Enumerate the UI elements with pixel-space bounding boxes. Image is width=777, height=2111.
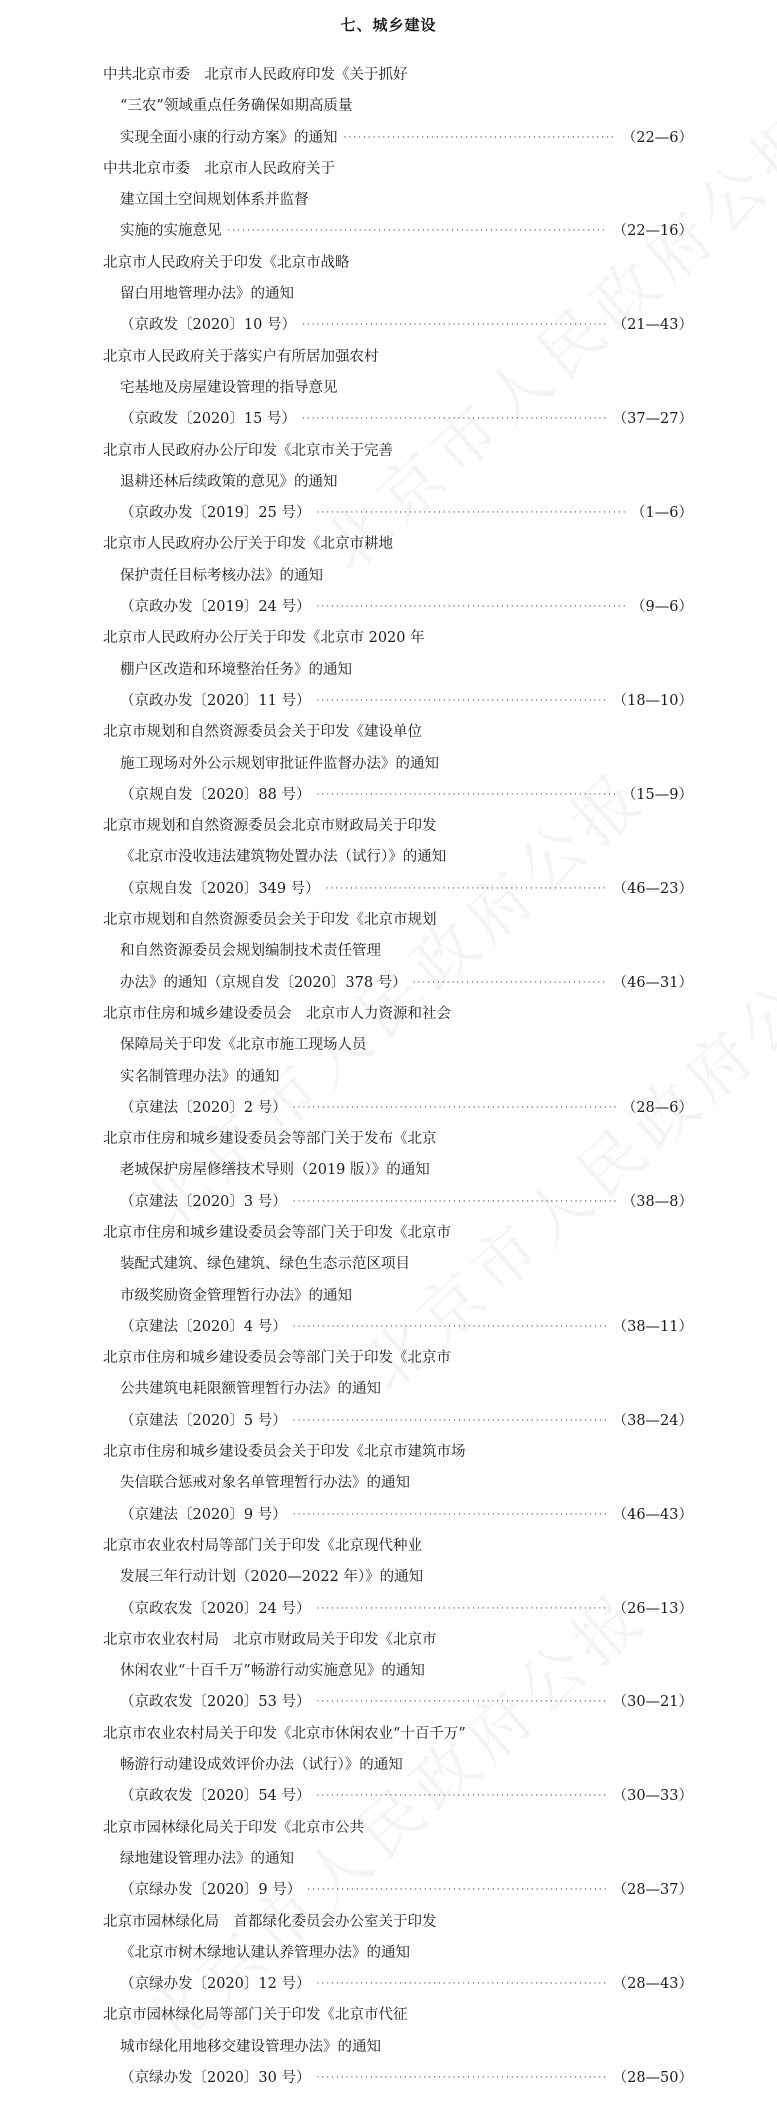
toc-entry: [0, 60, 777, 154]
issue-page-ref: （9—6）: [631, 599, 693, 616]
toc-entry-heading-line: 北京市农业农村局关于印发《北京市休闲农业“十百千万”: [103, 1725, 466, 1742]
toc-entry-line: [0, 1312, 777, 1343]
toc-entry-line-text: （京政办发〔2020〕11 号）: [120, 692, 311, 709]
toc-entry-line: 失信联合惩戒对象名单管理暂行办法》的通知: [120, 1475, 410, 1492]
toc-entry-line: 和自然资源委员会规划编制技术责任管理: [120, 943, 381, 960]
dot-leader: [293, 1093, 616, 1124]
toc-entry: [0, 436, 777, 530]
issue-page-ref: （18—10）: [612, 692, 693, 709]
toc-entry: [0, 1719, 777, 1813]
dot-leader: [302, 310, 607, 341]
dot-leader: [302, 404, 607, 435]
toc-entry: [0, 529, 777, 623]
toc-entry-line: [0, 968, 777, 999]
dot-leader: [316, 686, 606, 717]
toc-entry-line: [0, 1187, 777, 1218]
toc-entry-line: [0, 1969, 777, 2000]
toc-entry: [0, 717, 777, 811]
toc-entry-line: 城市绿化用地移交建设管理办法》的通知: [120, 2038, 381, 2055]
dot-leader: [413, 968, 607, 999]
issue-page-ref: （38—24）: [612, 1412, 693, 1429]
toc-entry-line: 老城保护房屋修缮技术导则（2019 版）》的通知: [120, 1162, 430, 1179]
toc-entry-line-text: （京绿办发〔2020〕12 号）: [120, 1976, 311, 1993]
dot-leader: [316, 2063, 606, 2094]
issue-page-ref: （46—43）: [612, 1506, 693, 1523]
toc-entry-line-text: 实现全面小康的行动方案》的通知: [120, 129, 338, 146]
toc-entry-line: 棚户区改造和环境整治任务》的通知: [120, 661, 352, 678]
toc-entry-heading-line: 北京市住房和城乡建设委员会等部门关于发布《北京: [103, 1131, 437, 1148]
toc-entry-heading-line: 北京市农业农村局等部门关于印发《北京现代种业: [103, 1537, 422, 1554]
toc-entry-line: [0, 1875, 777, 1906]
toc-entry-heading-line: 北京市园林绿化局关于印发《北京市公共: [103, 1819, 364, 1836]
issue-page-ref: （28—37）: [612, 1882, 693, 1899]
toc-entry-line: 装配式建筑、绿色建筑、绿色生态示范区项目: [120, 1256, 410, 1273]
dot-leader: [293, 1406, 607, 1437]
toc-entry: [0, 342, 777, 436]
toc-entry-line: [0, 1687, 777, 1718]
toc-entry: [0, 1813, 777, 1907]
dot-leader: [316, 592, 625, 623]
toc-entry-line: 绿地建设管理办法》的通知: [120, 1850, 294, 1867]
toc-entry-line: [0, 216, 777, 247]
toc-entry-heading-line: 北京市园林绿化局等部门关于印发《北京市代征: [103, 2007, 408, 2024]
toc-entry-line: [0, 780, 777, 811]
toc-entry: [0, 623, 777, 717]
toc-entry-line: [0, 123, 777, 154]
toc-entry-line: [0, 1406, 777, 1437]
dot-leader: [344, 123, 616, 154]
issue-page-ref: （38—11）: [612, 1318, 693, 1335]
toc-entry-heading-line: 北京市人民政府关于落实户有所居加强农村: [103, 348, 379, 365]
toc-entry-line: 畅游行动建设成效评价办法（试行）》的通知: [120, 1757, 403, 1774]
toc-entry-line-text: （京政农发〔2020〕54 号）: [120, 1788, 311, 1805]
toc-entry-line-text: （京政发〔2020〕10 号）: [120, 317, 296, 334]
toc-entry-line: 宅基地及房屋建设管理的指导意见: [120, 379, 338, 396]
toc-entry-line: 建立国土空间规划体系并监督: [120, 192, 309, 209]
issue-page-ref: （30—21）: [612, 1694, 693, 1711]
issue-page-ref: （26—13）: [612, 1600, 693, 1617]
section-title: 七、城乡建设: [340, 16, 437, 34]
toc-entry-heading-line: 中共北京市委 北京市人民政府印发《关于抓好: [103, 67, 408, 83]
dot-leader: [316, 1781, 606, 1812]
toc-entry-line: [0, 686, 777, 717]
toc-entry-line: [0, 1093, 777, 1124]
issue-page-ref: （46—31）: [612, 974, 693, 991]
dot-leader: [326, 874, 607, 905]
toc-entry-line: 退耕还林后续政策的意见》的通知: [120, 473, 338, 490]
toc-entry-line: 留白用地管理办法》的通知: [120, 286, 294, 303]
toc-list: [0, 60, 777, 2094]
toc-entry-line: 《北京市树木绿地认建认养管理办法》的通知: [120, 1944, 410, 1961]
issue-page-ref: （28—50）: [612, 2070, 693, 2086]
toc-entry-line-text: （京建法〔2020〕5 号）: [120, 1412, 287, 1429]
toc-entry-heading-line: 北京市住房和城乡建设委员会 北京市人力资源和社会: [103, 1005, 451, 1022]
toc-entry-line: 休闲农业“十百千万”畅游行动实施意见》的通知: [120, 1663, 425, 1680]
toc-entry-line-text: （京建法〔2020〕9 号）: [120, 1506, 287, 1523]
issue-page-ref: （46—23）: [612, 880, 693, 897]
toc-entry-line: [0, 1594, 777, 1625]
toc-entry-line: “三农”领域重点任务确保如期高质量: [120, 98, 353, 115]
toc-entry-heading-line: 北京市住房和城乡建设委员会等部门关于印发《北京市: [103, 1350, 451, 1367]
toc-entry-heading-line: 北京市住房和城乡建设委员会等部门关于印发《北京市: [103, 1224, 451, 1241]
toc-entry-line-text: （京绿办发〔2020〕9 号）: [120, 1882, 302, 1899]
toc-entry-line-text: 办法》的通知（京规自发〔2020〕378 号）: [120, 974, 407, 991]
toc-entry-line-text: （京建法〔2020〕4 号）: [120, 1318, 287, 1335]
toc-entry-line: [0, 2063, 777, 2094]
issue-page-ref: （37—27）: [612, 411, 693, 428]
dot-leader: [316, 780, 615, 811]
dot-leader: [293, 1312, 607, 1343]
issue-page-ref: （1—6）: [631, 505, 693, 522]
toc-entry: [0, 999, 777, 1124]
toc-entry-heading-line: 北京市人民政府办公厅关于印发《北京市耕地: [103, 536, 393, 553]
toc-entry-line: 市级奖励资金管理暂行办法》的通知: [120, 1287, 352, 1304]
issue-page-ref: （22—16）: [612, 223, 693, 240]
toc-entry-line-text: （京建法〔2020〕2 号）: [120, 1099, 287, 1116]
issue-page-ref: （21—43）: [612, 317, 693, 334]
toc-entry: [0, 2000, 777, 2094]
dot-leader: [293, 1187, 616, 1218]
toc-entry: [0, 154, 777, 248]
toc-entry-heading-line: 北京市人民政府办公厅关于印发《北京市 2020 年: [103, 630, 425, 647]
issue-page-ref: （28—6）: [621, 1099, 693, 1116]
toc-entry-line: 发展三年行动计划（2020—2022 年）》的通知: [120, 1569, 424, 1586]
toc-entry-line: 实名制管理办法》的通知: [120, 1068, 280, 1085]
toc-entry-heading-line: 北京市规划和自然资源委员会关于印发《建设单位: [103, 724, 422, 741]
toc-entry: [0, 1437, 777, 1531]
dot-leader: [228, 216, 607, 247]
toc-entry-line-text: （京绿办发〔2020〕30 号）: [120, 2070, 311, 2086]
toc-entry-line-text: （京政发〔2020〕15 号）: [120, 411, 296, 428]
toc-entry-heading-line: 北京市农业农村局 北京市财政局关于印发《北京市: [103, 1631, 437, 1648]
toc-entry: [0, 811, 777, 905]
toc-entry-heading-line: 北京市规划和自然资源委员会关于印发《北京市规划: [103, 912, 437, 929]
toc-entry-line: 保障局关于印发《北京市施工现场人员: [120, 1037, 367, 1054]
issue-page-ref: （30—33）: [612, 1788, 693, 1805]
dot-leader: [307, 1875, 606, 1906]
toc-entry-line: 公共建筑电耗限额管理暂行办法》的通知: [120, 1381, 381, 1398]
toc-entry-heading-line: 北京市园林绿化局 首都绿化委员会办公室关于印发: [103, 1913, 437, 1930]
toc-entry: [0, 1218, 777, 1343]
dot-leader: [293, 1500, 607, 1531]
toc-entry-heading-line: 北京市人民政府办公厅印发《北京市关于完善: [103, 442, 393, 459]
toc-entry: [0, 905, 777, 999]
toc-entry: [0, 248, 777, 342]
dot-leader: [316, 1594, 606, 1625]
issue-page-ref: （38—8）: [621, 1193, 693, 1210]
dot-leader: [316, 1687, 606, 1718]
toc-entry: [0, 1907, 777, 2001]
toc-entry-line: 施工现场对外公示规划审批证件监督办法》的通知: [120, 755, 439, 772]
toc-entry-line-text: （京规自发〔2020〕349 号）: [120, 880, 320, 897]
toc-entry-line: 《北京市没收违法建筑物处置办法（试行）》的通知: [120, 849, 447, 866]
toc-entry-line-text: （京政办发〔2019〕24 号）: [120, 599, 311, 616]
toc-entry: [0, 1124, 777, 1218]
toc-entry-line: [0, 1781, 777, 1812]
toc-entry-line: [0, 310, 777, 341]
toc-entry: [0, 1625, 777, 1719]
issue-page-ref: （28—43）: [612, 1976, 693, 1993]
toc-entry-line-text: （京建法〔2020〕3 号）: [120, 1193, 287, 1210]
toc-entry-heading-line: 北京市规划和自然资源委员会北京市财政局关于印发: [103, 818, 437, 835]
toc-entry: [0, 1343, 777, 1437]
dot-leader: [316, 498, 625, 529]
toc-entry-heading-line: 中共北京市委 北京市人民政府关于: [103, 160, 335, 177]
toc-entry-heading-line: 北京市人民政府关于印发《北京市战略: [103, 254, 350, 271]
toc-entry: [0, 1531, 777, 1625]
toc-entry-line-text: （京政农发〔2020〕53 号）: [120, 1694, 311, 1711]
toc-entry-heading-line: 北京市住房和城乡建设委员会关于印发《北京市建筑市场: [103, 1444, 466, 1461]
toc-entry-line-text: （京政农发〔2020〕24 号）: [120, 1600, 311, 1617]
toc-entry-line: [0, 592, 777, 623]
toc-entry-line: [0, 1500, 777, 1531]
dot-leader: [316, 1969, 606, 2000]
toc-entry-line-text: 实施的实施意见: [120, 223, 222, 240]
issue-page-ref: （15—9）: [621, 786, 693, 803]
toc-entry-line-text: （京政办发〔2019〕25 号）: [120, 505, 311, 522]
toc-entry-line: [0, 498, 777, 529]
toc-entry-line: 保护责任目标考核办法》的通知: [120, 567, 323, 584]
toc-entry-line: [0, 874, 777, 905]
toc-entry-line-text: （京规自发〔2020〕88 号）: [120, 786, 311, 803]
issue-page-ref: （22—6）: [621, 129, 693, 146]
toc-entry-line: [0, 404, 777, 435]
